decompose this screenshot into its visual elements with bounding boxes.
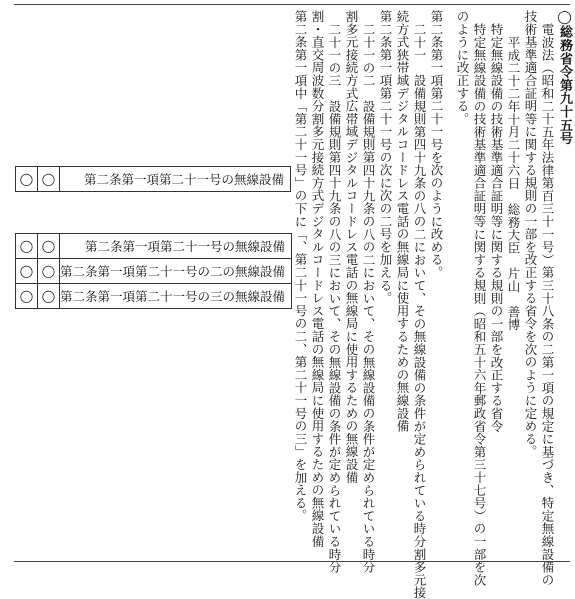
equipment-label: 第二条第一項第二十一号の二の無線設備 [60, 259, 292, 284]
article-line: 第二条第一項第二十一号の次に次の二号を加える。 [378, 10, 393, 305]
date-and-minister [505, 10, 522, 582]
equipment-label: 第二条第一項第二十一号の無線設備 [60, 234, 292, 259]
table-row [16, 259, 292, 284]
article-line: 割多元接続方式広帯域デジタルコードレス電話の無線局に使用するための無線設備 [344, 10, 359, 484]
amendment-intro-line-2: のように改正する。 [455, 10, 470, 126]
mark-cell: ◯ [16, 284, 38, 309]
notice-title: ◯総務省令第九十五号 [557, 10, 572, 145]
article-line: 第二条第一項中「第二十一号」の下に「、第二十一号の二、第二十一号の三」を加える。 [293, 10, 308, 522]
mark-cell: ◯ [38, 259, 60, 284]
table-row [16, 167, 291, 192]
article-line: 続方式狭帯域デジタルコードレス電話の無線局に使用するための無線設備 [395, 10, 410, 433]
table-row [16, 234, 292, 259]
mark-cell: ◯ [38, 234, 60, 259]
equipment-label: 第二条第一項第二十一号の三の無線設備 [60, 284, 292, 309]
equipment-label: 第二条第一項第二十一号の無線設備 [60, 167, 291, 192]
amendment-table-2 [15, 233, 292, 309]
article-line: 割・直交周波数分割多元接続方式デジタルコードレス電話の無線局に使用するための無線設備 [310, 10, 325, 548]
article-line: 第二条第一項第二十一号を次のように改める。 [429, 10, 444, 279]
amendment-intro-line-1: 特定無線設備の技術基準適合証明等に関する規則（昭和五十六年郵政省令第三十七号）の一部を次 [472, 23, 487, 587]
amendment-table-1 [15, 166, 291, 192]
article-line: 二十一の三 設備規則第四十九条の八の三において、その無線設備の条件が定められている時分 [327, 23, 342, 574]
amending-ordinance-title: 特定無線設備の技術基準適合証明等に関する規則の一部を改正する省令 [489, 23, 504, 433]
article-line: 二十一の二 設備規則第四十九条の八の二において、その無線設備の条件が定められている時分 [361, 23, 376, 574]
top-rule [14, 4, 570, 5]
mark-cell: ◯ [16, 167, 38, 192]
enactment-line-1: 電波法（昭和二十五年法律第百三十一号）第三十八条の二第一項の規定に基づき、特定無線設備の [540, 23, 555, 587]
minister-name: 総務大臣 片山 善博 [506, 202, 521, 331]
mark-cell: ◯ [38, 284, 60, 309]
bottom-rule [14, 561, 570, 562]
mark-cell: ◯ [38, 167, 60, 192]
table-row [16, 284, 292, 309]
article-line: 二十一 設備規則第四十九条の八の二において、その無線設備の条件が定められている時分割多元接 [412, 23, 427, 599]
enactment-line-2: 技術基準適合証明等に関する規則の一部を改正する省令を次のように定める。 [523, 10, 538, 458]
enactment-date: 平成二十二年十月二十六日 [506, 36, 521, 190]
mark-cell: ◯ [16, 259, 38, 284]
mark-cell: ◯ [16, 234, 38, 259]
